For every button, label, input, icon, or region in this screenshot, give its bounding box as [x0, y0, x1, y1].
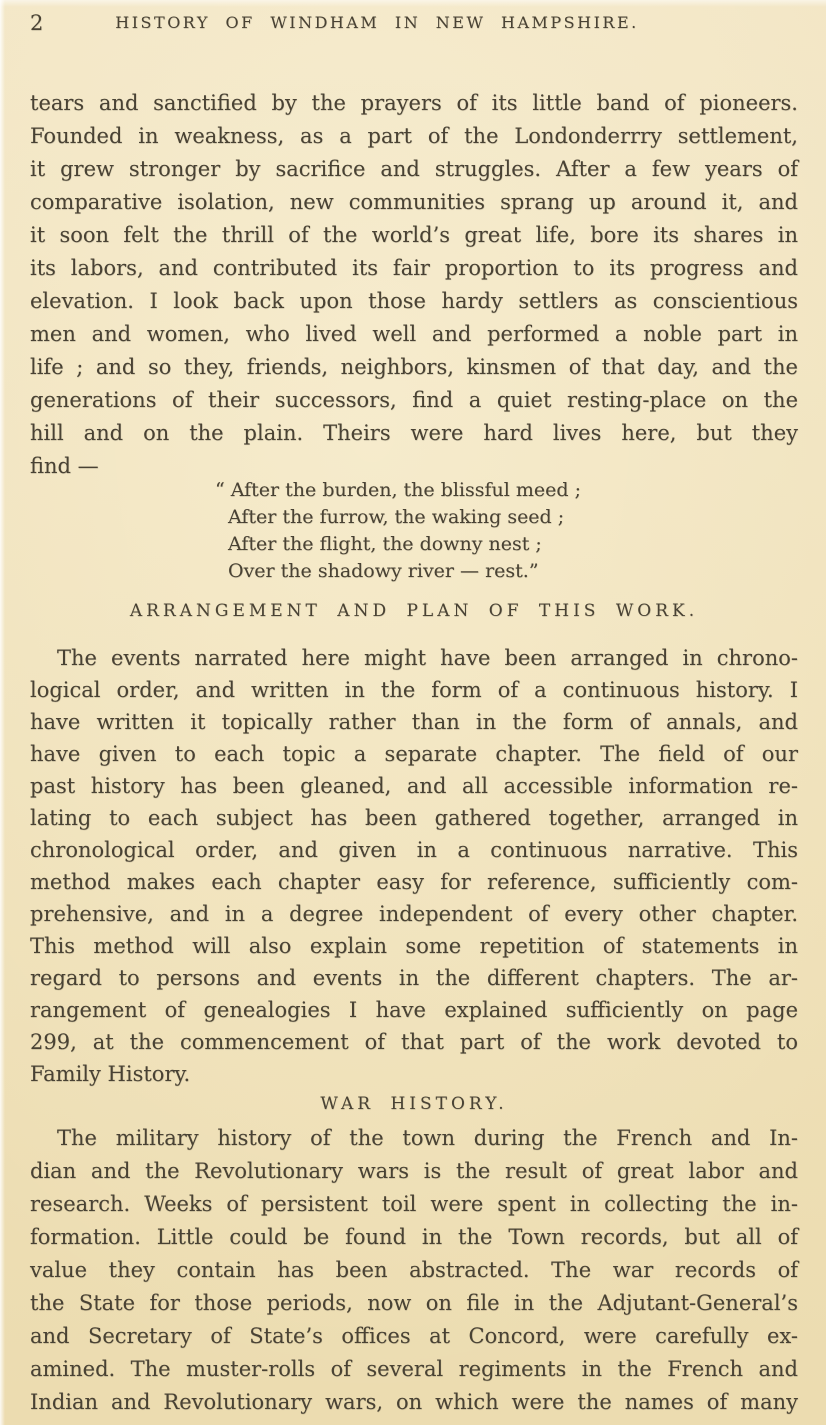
paragraph-arrangement: [30, 642, 798, 1090]
text-line: it soon felt the thrill of the world’s great life, bore its shares in: [30, 223, 798, 247]
text-line: have written it topically rather than in the form of annals, and: [30, 710, 798, 734]
text-line: hill and on the plain. Theirs were hard lives here, but they: [30, 421, 798, 445]
text-line: research. Weeks of persistent toil were spent in collecting the in-: [30, 1192, 798, 1216]
paragraph-opening: [30, 87, 798, 483]
page-number: 2: [30, 11, 45, 35]
text-line: the State for those periods, now on file in the Adjutant-General’s: [30, 1291, 798, 1315]
text-line: Founded in weakness, as a part of the Londonderrry settlement,: [30, 124, 798, 148]
text-line: have given to each topic a separate chapter. The field of our: [30, 742, 798, 766]
text-line: After the flight, the downy nest ;: [228, 533, 542, 555]
paragraph-war-history: [30, 1122, 798, 1419]
text-line: comparative isolation, new communities sprang up around it, and: [30, 190, 798, 214]
text-line: and Secretary of State’s offices at Concord, were carefully ex-: [30, 1324, 798, 1348]
heading-arrangement-plan: ARRANGEMENT AND PLAN OF THIS WORK.: [129, 601, 699, 621]
text-line: tears and sanctified by the prayers of its little band of pioneers.: [30, 91, 798, 115]
text-line: it grew stronger by sacrifice and struggles. After a few years of: [30, 157, 798, 181]
text-line: past history has been gleaned, and all accessible information re-: [30, 774, 798, 798]
text-line: Indian and Revolutionary wars, on which were the names of many: [30, 1390, 798, 1414]
text-line: value they contain has been abstracted. The war records of: [30, 1258, 798, 1282]
text-line: elevation. I look back upon those hardy settlers as conscientious: [30, 289, 798, 313]
text-line: prehensive, and in a degree independent of every other chapter.: [30, 902, 798, 926]
text-line: men and women, who lived well and performed a noble part in: [30, 322, 798, 346]
text-line: The military history of the town during the French and In-: [57, 1126, 798, 1150]
text-line: logical order, and written in the form of a continuous history. I: [30, 678, 798, 702]
text-line: dian and the Revolutionary wars is the result of great labor and: [30, 1159, 798, 1183]
heading-war-history: WAR HISTORY.: [320, 1094, 508, 1114]
text-line: “ After the burden, the blissful meed ;: [215, 479, 582, 501]
running-head: [30, 0, 798, 37]
text-line: regard to persons and events in the different chapters. The ar-: [30, 966, 798, 990]
text-line: Over the shadowy river — rest.”: [228, 560, 539, 582]
text-line: The events narrated here might have been arranged in chrono-: [57, 646, 798, 670]
text-line: find —: [30, 454, 99, 478]
text-line: generations of their successors, find a quiet resting-place on the: [30, 388, 798, 412]
text-line: Family History.: [30, 1062, 191, 1086]
poem-quote: [30, 477, 798, 585]
text-line: rangement of genealogies I have explained sufficiently on page: [30, 998, 798, 1022]
text-line: formation. Little could be found in the Town records, but all of: [30, 1225, 798, 1249]
text-line: 299, at the commencement of that part of the work devoted to: [30, 1030, 798, 1054]
text-line: After the furrow, the waking seed ;: [228, 506, 565, 528]
running-title: HISTORY OF WINDHAM IN NEW HAMPSHIRE.: [115, 13, 639, 32]
text-line: life ; and so they, friends, neighbors, kinsmen of that day, and the: [30, 355, 798, 379]
text-line: This method will also explain some repetition of statements in: [30, 934, 798, 958]
text-line: amined. The muster-rolls of several regiments in the French and: [30, 1357, 798, 1381]
text-line: its labors, and contributed its fair proportion to its progress and: [30, 256, 798, 280]
text-line: chronological order, and given in a continuous narrative. This: [30, 838, 798, 862]
text-line: method makes each chapter easy for reference, sufficiently com-: [30, 870, 798, 894]
text-line: lating to each subject has been gathered together, arranged in: [30, 806, 798, 830]
